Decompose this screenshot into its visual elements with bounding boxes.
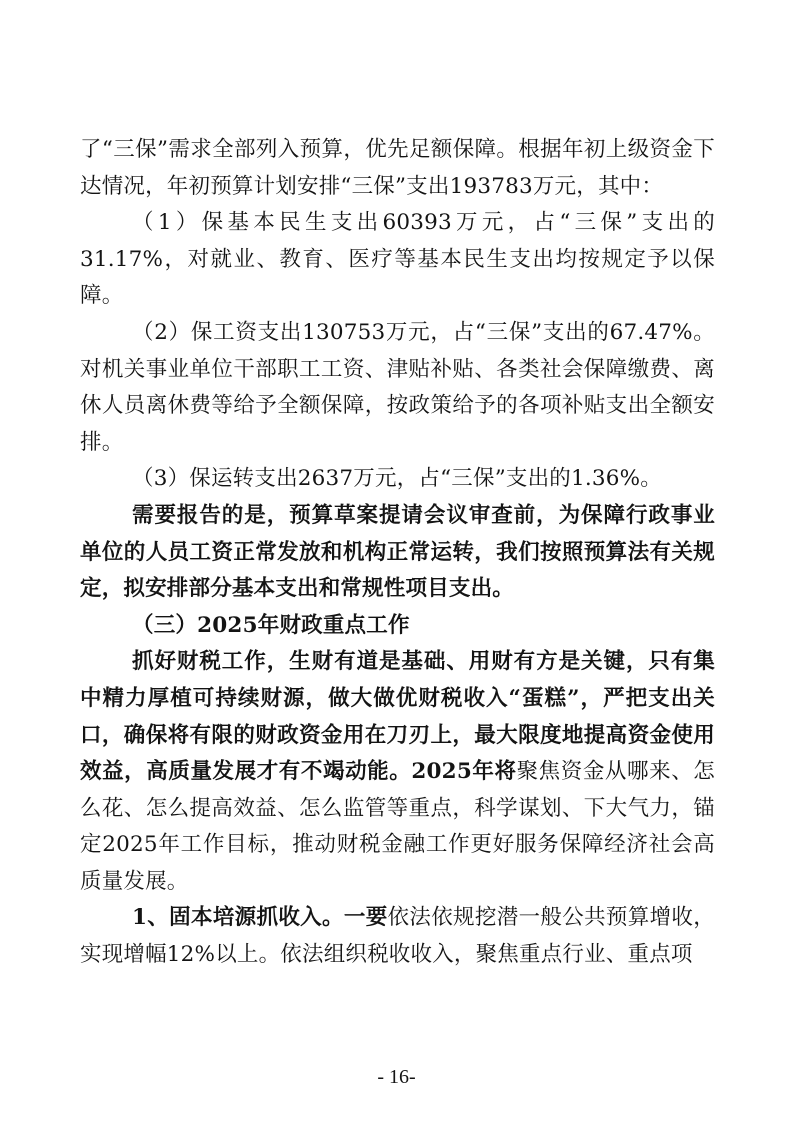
paragraph-point-1-bold: 1、固本培源抓收入。一要 bbox=[132, 905, 388, 931]
paragraph-item-1: （1）保基本民生支出60393万元，占“三保”支出的31.17%，对就业、教育、医疗等基本民生支出均按规定予以保障。 bbox=[80, 210, 715, 309]
document-body bbox=[80, 132, 715, 974]
paragraph-point-1 bbox=[80, 900, 715, 973]
paragraph-note: 需要报告的是，预算草案提请会议审查前，为保障行政事业单位的人员工资正常发放和机构正常运转，我们按照预算法有关规定，拟安排部分基本支出和常规性项目支出。 bbox=[80, 502, 715, 602]
paragraph-continuation: 了“三保”需求全部列入预算，优先足额保障。根据年初上级资金下达情况，年初预算计划安排“三保”支出193783万元，其中： bbox=[80, 137, 715, 199]
paragraph-item-2: （2）保工资支出130753万元，占“三保”支出的67.47%。对机关事业单位干部职工工资、津贴补贴、各类社会保障缴费、离休人员离休费等给予全额保障，按政策给予的各项补贴支出全额安排。 bbox=[80, 319, 715, 455]
section-heading: （三）2025年财政重点工作 bbox=[132, 612, 410, 638]
paragraph-item-3: （3）保运转支出2637万元，占“三保”支出的1.36%。 bbox=[132, 466, 662, 492]
paragraph-intro bbox=[80, 644, 715, 900]
paragraph-intro-rest: 聚焦资金从哪来、怎么花、怎么提高效益、怎么监管等重点，科学谋划、下大气力，锚定2025年工作目标，推动财税金融工作更好服务保障经济社会高质量发展。 bbox=[80, 759, 715, 894]
page-number: - 16- bbox=[377, 1066, 416, 1088]
paragraph-point-1-rest: 依法依规挖潜一般公共预算增收，实现增幅12%以上。依法组织税收收入，聚焦重点行业、重点项 bbox=[80, 905, 715, 968]
paragraph-intro-bold: 抓好财税工作，生财有道是基础、用财有方是关键，只有集中精力厚植可持续财源，做大做优财税收入“蛋糕”，严把支出关口，确保将有限的财政资金用在刀刃上，最大限度地提高资金使用效益，高质量发展才有不竭动能。2025年将 bbox=[80, 649, 715, 785]
